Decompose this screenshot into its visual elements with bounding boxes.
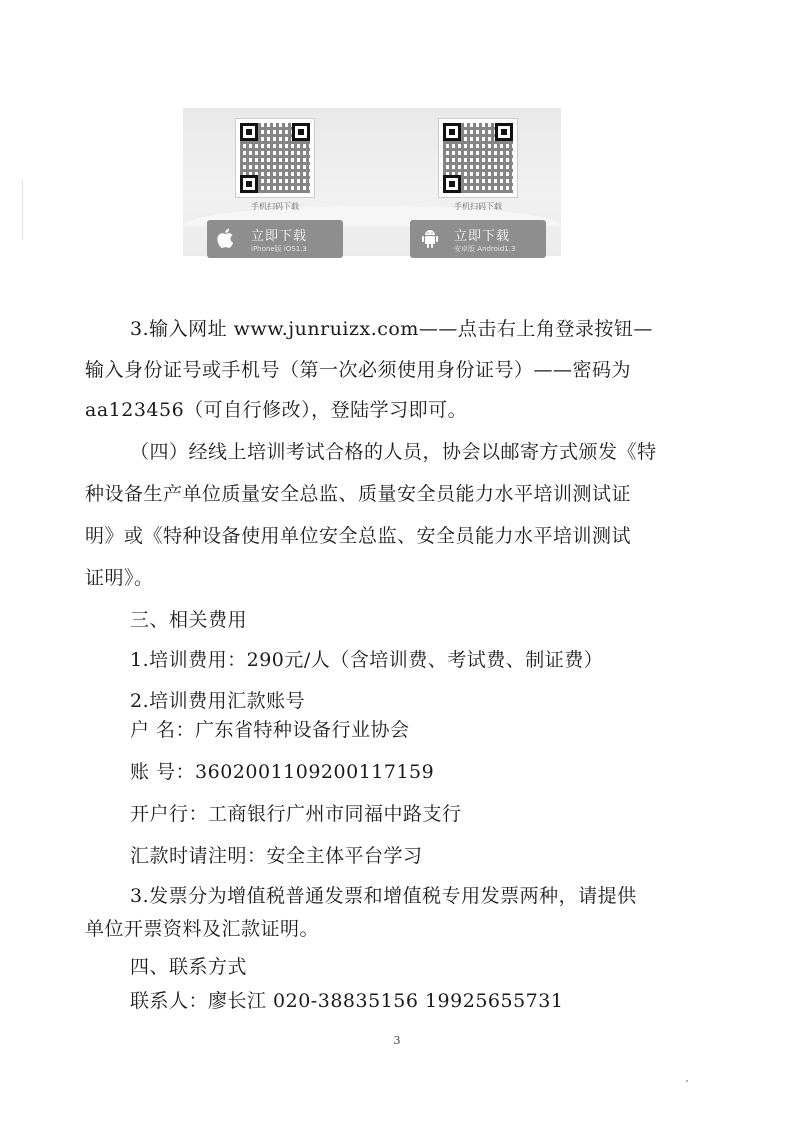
ios-download-label: 立即下载 (251, 229, 308, 244)
ios-scan-caption: 手机扫码下载 (251, 202, 299, 211)
android-scan-caption: 手机扫码下载 (454, 202, 502, 211)
ios-download-block (205, 118, 345, 258)
section3-heading: 三、相关费用 (130, 609, 248, 631)
item4-line-3: 明》或《特种设备使用单位安全总监、安全员能力水平培训测试 (85, 525, 632, 547)
android-version-label: 安卓版 Android1.3 (454, 245, 516, 253)
scan-edge-mark (22, 180, 23, 240)
account-heading: 2.培训费用汇款账号 (130, 690, 306, 712)
android-download-block (408, 118, 548, 258)
step3-line-2: 输入身份证号或手机号（第一次必须使用身份证号）——密码为 (85, 359, 632, 381)
section4-heading: 四、联系方式 (130, 956, 248, 978)
account-number-line: 账 号：3602001109200117159 (130, 761, 435, 783)
item4-line-2: 种设备生产单位质量安全总监、质量安全员能力水平培训测试证 (85, 483, 632, 505)
page-number: 3 (393, 1034, 401, 1047)
apple-icon (215, 227, 237, 251)
account-bank-line: 开户行：工商银行广州市同福中路支行 (130, 803, 462, 825)
android-download-button[interactable] (410, 220, 546, 258)
step3-line-1: 3.输入网址 www.junruizx.com——点击右上角登录按钮— (130, 318, 653, 340)
android-download-label: 立即下载 (454, 229, 511, 244)
ios-qr-code (235, 118, 315, 198)
ios-download-button[interactable] (207, 220, 343, 258)
training-fee-line: 1.培训费用：290元/人（含培训费、考试费、制证费） (130, 649, 604, 671)
account-name-line: 户 名：广东省特种设备行业协会 (130, 719, 410, 741)
invoice-line-2: 单位开票资料及汇款证明。 (85, 918, 320, 940)
scan-speck (686, 1080, 688, 1082)
step3-line-3: aa123456（可自行修改），登陆学习即可。 (85, 399, 468, 421)
android-icon (422, 229, 438, 249)
invoice-line-1: 3.发票分为增值税普通发票和增值税专用发票两种，请提供 (130, 885, 637, 907)
item4-line-1: （四）经线上培训考试合格的人员，协会以邮寄方式颁发《特 (130, 441, 657, 463)
ios-version-label: iPhone版 iOS1.3 (251, 245, 307, 253)
item4-line-4: 证明》。 (85, 567, 154, 589)
remittance-note-line: 汇款时请注明：安全主体平台学习 (130, 845, 423, 867)
android-qr-code (438, 118, 518, 198)
contact-line: 联系人：廖长江 020-38835156 19925655731 (130, 990, 564, 1012)
app-download-banner (183, 108, 561, 256)
